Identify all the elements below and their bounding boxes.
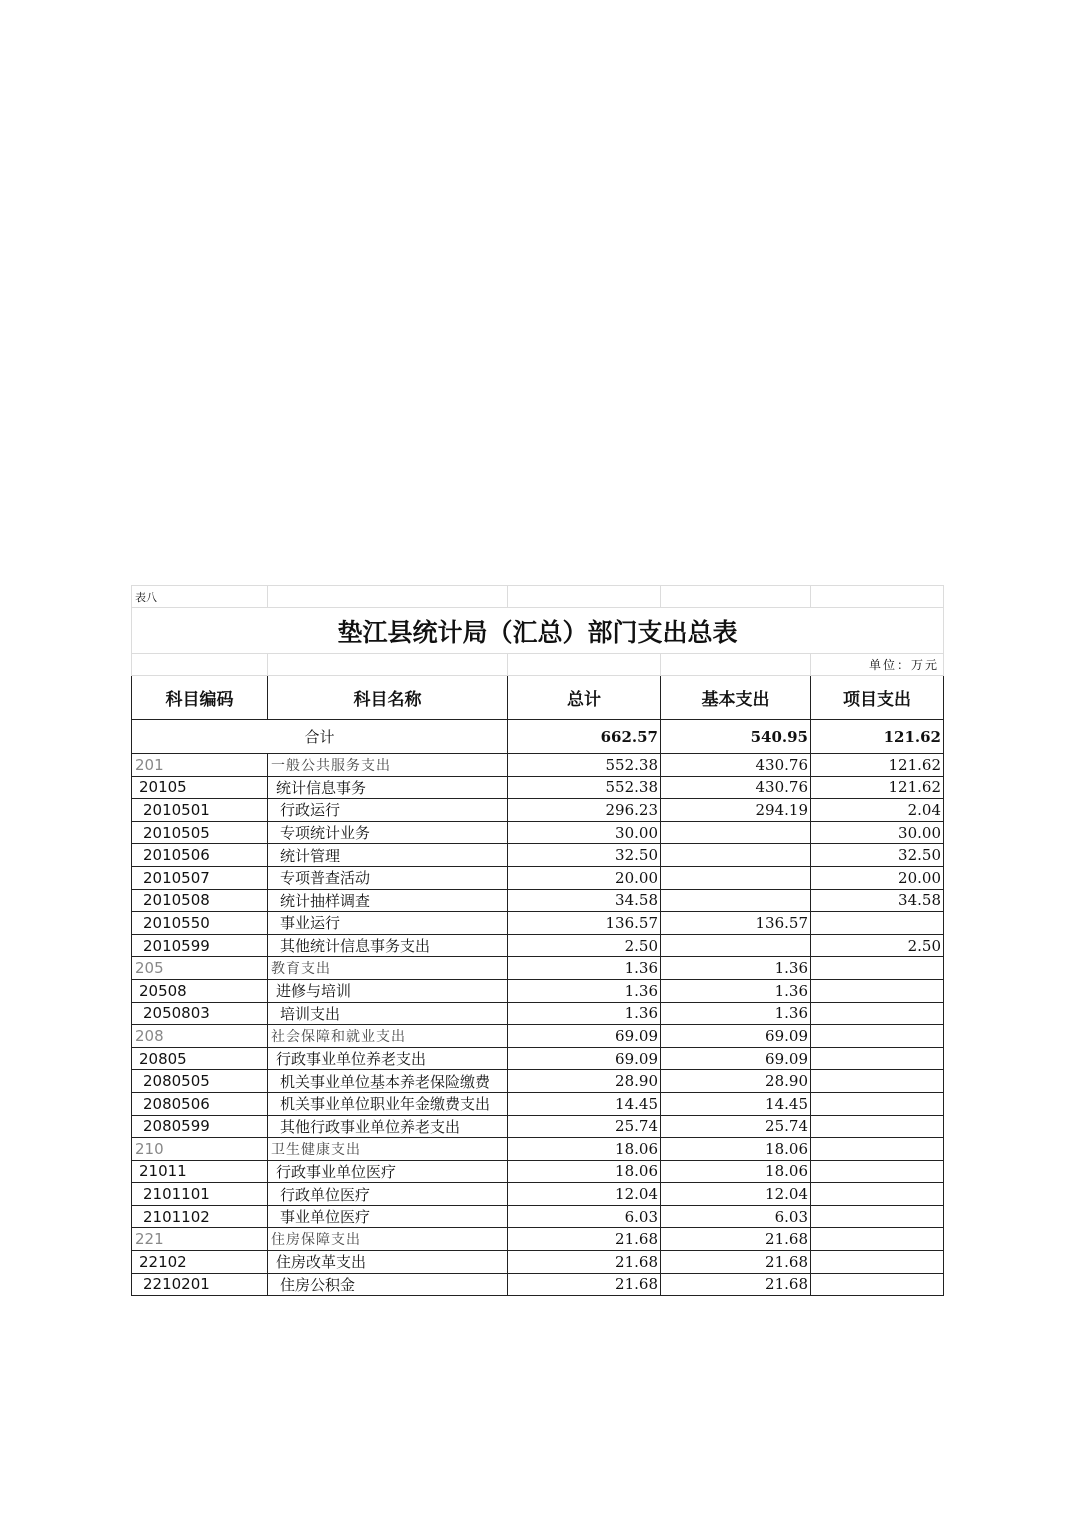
table-row — [132, 1228, 944, 1251]
row-total: 296.23 — [508, 799, 661, 822]
row-code: 21011 — [132, 1160, 268, 1183]
row-total: 69.09 — [508, 1047, 661, 1070]
expenditure-table — [131, 585, 944, 1296]
table-row — [132, 912, 944, 935]
table-row — [132, 776, 944, 799]
table-row — [132, 889, 944, 912]
row-basic: 21.68 — [661, 1273, 811, 1296]
row-name: 教育支出 — [268, 957, 508, 980]
table-row — [132, 1070, 944, 1093]
row-name: 专项普查活动 — [268, 866, 508, 889]
row-project — [811, 1025, 944, 1048]
table-row — [132, 934, 944, 957]
row-name: 卫生健康支出 — [268, 1138, 508, 1161]
expenditure-sheet — [131, 585, 943, 1296]
row-code: 2010505 — [132, 821, 268, 844]
row-code: 20508 — [132, 979, 268, 1002]
row-basic: 294.19 — [661, 799, 811, 822]
row-basic — [661, 844, 811, 867]
row-project: 2.04 — [811, 799, 944, 822]
row-total: 18.06 — [508, 1138, 661, 1161]
row-project — [811, 1228, 944, 1251]
row-name: 机关事业单位基本养老保险缴费 — [268, 1070, 508, 1093]
row-name: 统计信息事务 — [268, 776, 508, 799]
row-code: 2101101 — [132, 1183, 268, 1206]
row-code: 2210201 — [132, 1273, 268, 1296]
row-project — [811, 1070, 944, 1093]
table-row — [132, 866, 944, 889]
row-code: 2080599 — [132, 1115, 268, 1138]
row-project — [811, 1160, 944, 1183]
table-row — [132, 1115, 944, 1138]
row-project: 2.50 — [811, 934, 944, 957]
row-name: 统计抽样调查 — [268, 889, 508, 912]
row-basic: 1.36 — [661, 1002, 811, 1025]
row-name: 机关事业单位职业年金缴费支出 — [268, 1092, 508, 1115]
row-name: 行政单位医疗 — [268, 1183, 508, 1206]
header-name: 科目名称 — [268, 676, 508, 720]
table-row — [132, 1092, 944, 1115]
table-row — [132, 957, 944, 980]
row-project — [811, 1002, 944, 1025]
row-code: 208 — [132, 1025, 268, 1048]
row-name: 其他行政事业单位养老支出 — [268, 1115, 508, 1138]
row-basic: 69.09 — [661, 1047, 811, 1070]
row-name: 培训支出 — [268, 1002, 508, 1025]
header-row — [132, 676, 944, 720]
row-total: 25.74 — [508, 1115, 661, 1138]
table-row — [132, 979, 944, 1002]
row-name: 行政事业单位医疗 — [268, 1160, 508, 1183]
row-total: 6.03 — [508, 1205, 661, 1228]
row-name: 行政事业单位养老支出 — [268, 1047, 508, 1070]
row-total: 34.58 — [508, 889, 661, 912]
row-basic: 18.06 — [661, 1138, 811, 1161]
row-code: 2010507 — [132, 866, 268, 889]
row-basic: 25.74 — [661, 1115, 811, 1138]
row-code: 221 — [132, 1228, 268, 1251]
row-project: 121.62 — [811, 754, 944, 777]
row-basic: 430.76 — [661, 776, 811, 799]
row-name: 专项统计业务 — [268, 821, 508, 844]
row-code: 2101102 — [132, 1205, 268, 1228]
row-total: 32.50 — [508, 844, 661, 867]
row-name: 进修与培训 — [268, 979, 508, 1002]
row-project: 30.00 — [811, 821, 944, 844]
table-row — [132, 799, 944, 822]
row-basic: 18.06 — [661, 1160, 811, 1183]
title-row — [132, 608, 944, 654]
table-row — [132, 1138, 944, 1161]
row-total: 12.04 — [508, 1183, 661, 1206]
row-total: 136.57 — [508, 912, 661, 935]
total-row — [132, 720, 944, 754]
total-project: 121.62 — [811, 720, 944, 754]
row-project — [811, 1115, 944, 1138]
row-project — [811, 912, 944, 935]
row-basic: 14.45 — [661, 1092, 811, 1115]
table-row — [132, 1160, 944, 1183]
row-code: 2050803 — [132, 1002, 268, 1025]
header-code: 科目编码 — [132, 676, 268, 720]
row-project: 20.00 — [811, 866, 944, 889]
row-basic — [661, 889, 811, 912]
row-total: 30.00 — [508, 821, 661, 844]
row-project: 32.50 — [811, 844, 944, 867]
table-row — [132, 821, 944, 844]
header-project: 项目支出 — [811, 676, 944, 720]
row-name: 事业运行 — [268, 912, 508, 935]
row-project — [811, 1205, 944, 1228]
row-name: 行政运行 — [268, 799, 508, 822]
table-row — [132, 1183, 944, 1206]
row-project — [811, 1092, 944, 1115]
row-name: 住房公积金 — [268, 1273, 508, 1296]
row-basic: 136.57 — [661, 912, 811, 935]
row-code: 2010501 — [132, 799, 268, 822]
row-code: 2010508 — [132, 889, 268, 912]
row-name: 事业单位医疗 — [268, 1205, 508, 1228]
row-total: 14.45 — [508, 1092, 661, 1115]
total-total: 662.57 — [508, 720, 661, 754]
row-project — [811, 1183, 944, 1206]
row-project — [811, 1138, 944, 1161]
label-row — [132, 586, 944, 608]
row-total: 21.68 — [508, 1251, 661, 1274]
total-basic: 540.95 — [661, 720, 811, 754]
table-row — [132, 844, 944, 867]
row-code: 210 — [132, 1138, 268, 1161]
row-basic: 1.36 — [661, 979, 811, 1002]
row-basic — [661, 934, 811, 957]
row-code: 201 — [132, 754, 268, 777]
row-project — [811, 979, 944, 1002]
row-total: 552.38 — [508, 754, 661, 777]
table-label: 表八 — [132, 586, 268, 608]
table-row — [132, 1273, 944, 1296]
row-total: 18.06 — [508, 1160, 661, 1183]
row-code: 2010506 — [132, 844, 268, 867]
row-code: 205 — [132, 957, 268, 980]
page-title: 垫江县统计局（汇总）部门支出总表 — [132, 608, 944, 654]
header-basic: 基本支出 — [661, 676, 811, 720]
row-name: 其他统计信息事务支出 — [268, 934, 508, 957]
row-basic — [661, 821, 811, 844]
unit-row — [132, 654, 944, 676]
row-basic: 6.03 — [661, 1205, 811, 1228]
row-basic: 69.09 — [661, 1025, 811, 1048]
row-total: 1.36 — [508, 957, 661, 980]
header-total: 总计 — [508, 676, 661, 720]
table-row — [132, 1025, 944, 1048]
row-basic: 28.90 — [661, 1070, 811, 1093]
row-name: 一般公共服务支出 — [268, 754, 508, 777]
row-total: 1.36 — [508, 1002, 661, 1025]
row-basic: 12.04 — [661, 1183, 811, 1206]
row-total: 21.68 — [508, 1273, 661, 1296]
total-label: 合计 — [132, 720, 508, 754]
row-name: 住房保障支出 — [268, 1228, 508, 1251]
row-code: 20805 — [132, 1047, 268, 1070]
row-basic: 21.68 — [661, 1228, 811, 1251]
table-row — [132, 754, 944, 777]
row-code: 22102 — [132, 1251, 268, 1274]
row-code: 2080505 — [132, 1070, 268, 1093]
row-code: 2080506 — [132, 1092, 268, 1115]
row-basic: 21.68 — [661, 1251, 811, 1274]
row-total: 2.50 — [508, 934, 661, 957]
row-name: 社会保障和就业支出 — [268, 1025, 508, 1048]
row-project — [811, 1047, 944, 1070]
row-project — [811, 957, 944, 980]
table-row — [132, 1047, 944, 1070]
row-basic: 1.36 — [661, 957, 811, 980]
row-basic — [661, 866, 811, 889]
row-project: 121.62 — [811, 776, 944, 799]
row-project — [811, 1251, 944, 1274]
row-total: 1.36 — [508, 979, 661, 1002]
row-total: 20.00 — [508, 866, 661, 889]
row-total: 69.09 — [508, 1025, 661, 1048]
row-code: 2010599 — [132, 934, 268, 957]
row-name: 住房改革支出 — [268, 1251, 508, 1274]
row-total: 28.90 — [508, 1070, 661, 1093]
table-row — [132, 1251, 944, 1274]
row-name: 统计管理 — [268, 844, 508, 867]
row-total: 21.68 — [508, 1228, 661, 1251]
row-basic: 430.76 — [661, 754, 811, 777]
table-row — [132, 1205, 944, 1228]
row-code: 20105 — [132, 776, 268, 799]
row-project — [811, 1273, 944, 1296]
row-project: 34.58 — [811, 889, 944, 912]
row-code: 2010550 — [132, 912, 268, 935]
table-row — [132, 1002, 944, 1025]
row-total: 552.38 — [508, 776, 661, 799]
unit-label: 单位：万元 — [811, 654, 944, 676]
